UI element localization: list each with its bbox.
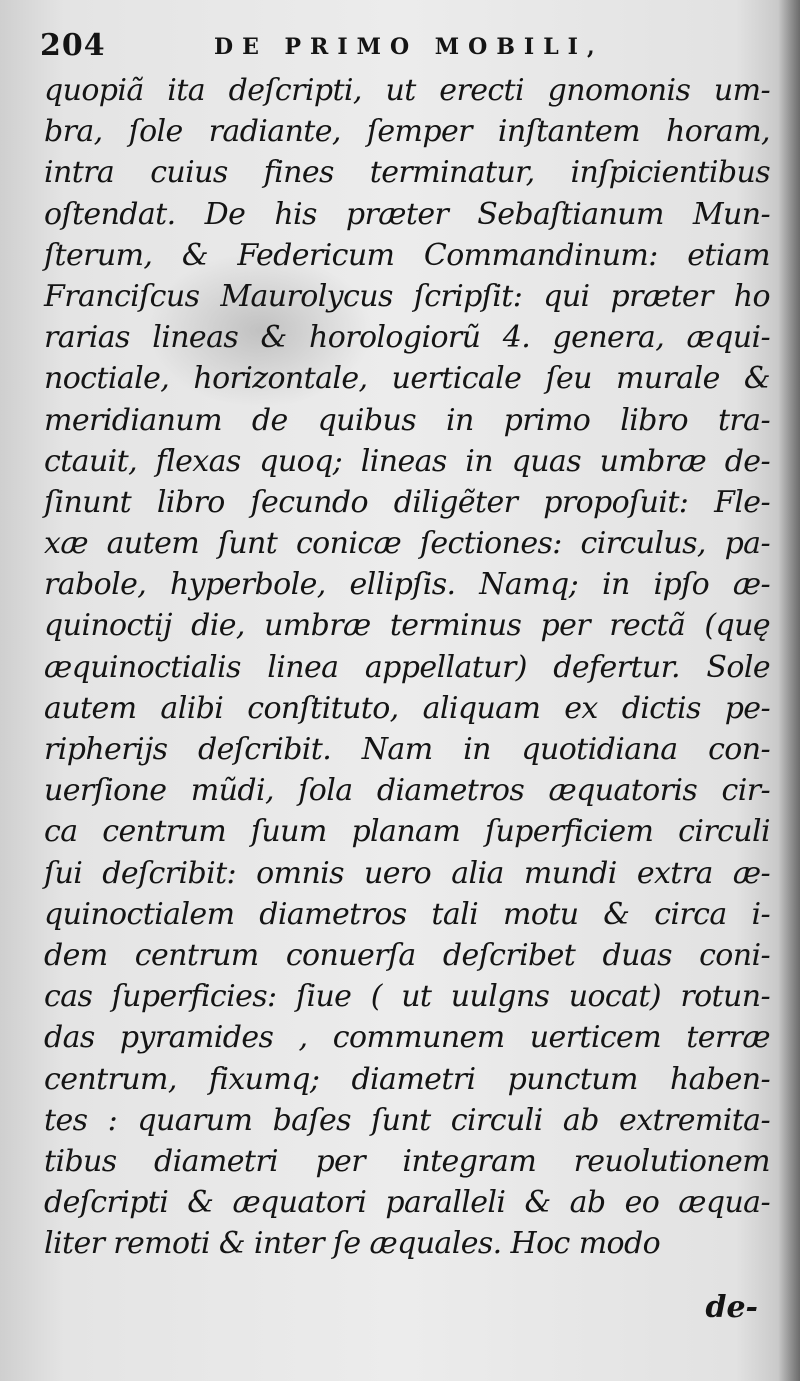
text-line: deſcripti & æquatori paralleli & ab eo æqua- [44, 1185, 770, 1221]
text-line: ſui deſcribit: omnis uero alia mundi extra æ- [44, 855, 770, 891]
text-line: uerſione mũdi, ſola diametros æquatoris cir- [44, 773, 770, 809]
text-line: æquinoctialis linea appellatur) defertur. Sole [44, 649, 770, 685]
text-line: quopiã ita deſcripti, ut erecti gnomonis um- [44, 73, 770, 108]
running-head: DE PRIMO MOBILI, [214, 34, 604, 60]
text-line: bra, ſole radiante, ſemper inſtantem horam, [44, 114, 770, 150]
text-line: oſtendat. De his præter Sebaſtianum Mun- [44, 196, 770, 232]
text-line: intra cuius fines terminatur, inſpicientibus [44, 155, 770, 191]
body-text [44, 70, 770, 1264]
text-line: centrum, fixumq; diametri punctum haben- [44, 1061, 770, 1097]
text-line: ſinunt libro ſecundo diligẽter propoſuit: Fle- [44, 484, 770, 520]
text-line: das pyramides , communem uerticem terræ [44, 1020, 770, 1056]
text-line: ca centrum ſuum planam ſuperficiem circuli [44, 814, 770, 850]
text-line: Franciſcus Maurolycus ſcripſit: qui præter ho [44, 278, 770, 314]
page-edge-shadow [778, 0, 800, 1381]
text-line: quinoctialem diametros tali motu & circa i- [44, 896, 770, 932]
text-line: tes : quarum baſes ſunt circuli ab extremita- [44, 1102, 770, 1138]
text-line: rarias lineas & horologiorũ 4. genera, æqui- [44, 320, 770, 356]
page-number: 204 [40, 28, 106, 63]
catchword: de- [705, 1290, 758, 1325]
text-line: ripherijs deſcribit. Nam in quotidiana con- [44, 732, 770, 767]
text-line: meridianum de quibus in primo libro tra- [44, 402, 770, 438]
text-line: ctauit, flexas quoq; lineas in quas umbræ de- [44, 443, 770, 479]
text-line: dem centrum conuerſa deſcribet duas coni- [44, 937, 770, 973]
text-line: liter remoti & inter ſe æquales. Hoc modo [44, 1226, 661, 1262]
text-line: quinoctij die, umbræ terminus per rectã (quę [44, 608, 770, 644]
text-line: autem alibi conſtituto, aliquam ex dictis pe- [44, 690, 770, 726]
text-line: tibus diametri per integram reuolutionem [44, 1143, 770, 1179]
text-line: noctiale, horizontale, uerticale ſeu murale & [44, 361, 770, 397]
page-header [40, 28, 740, 68]
text-line: ſterum, & Federicum Commandinum: etiam [44, 237, 770, 273]
text-line: rabole, hyperbole, ellipſis. Namq; in ipſo æ- [44, 567, 770, 603]
text-line: xæ autem ſunt conicæ ſectiones: circulus, pa- [44, 526, 770, 562]
text-line: cas ſuperficies: ſiue ( ut uulgns uocat) rotun- [44, 979, 770, 1015]
